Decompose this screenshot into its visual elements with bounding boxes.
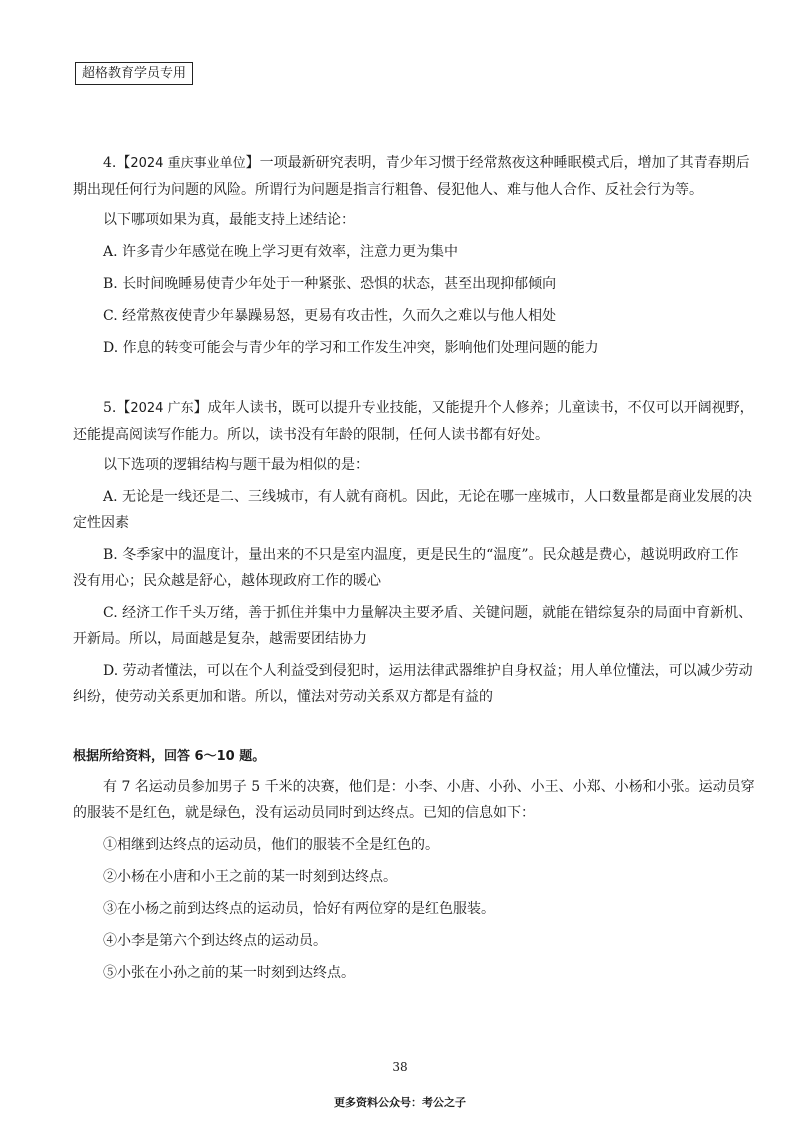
question-5-option-d-line-1: D. 劳动者懂法，可以在个人利益受到侵犯时，运用法律武器维护自身权益；用人单位懂法，可以减少劳动 [103,663,753,679]
question-5-stem-line-2: 还能提高阅读写作能力。所以，读书没有年龄的限制，任何人读书都有好处。 [73,427,549,443]
question-4-option-a: A. 许多青少年感觉在晚上学习更有效率，注意力更为集中 [103,244,459,260]
document-body [73,150,755,986]
condition-2: ②小杨在小唐和小王之前的某一时刻到达终点。 [103,869,397,885]
question-5-option-a-line-2: 定性因素 [73,515,129,531]
question-5-option-c-line-1: C. 经济工作千头万绪，善于抓住并集中力量解决主要矛盾、关键问题，就能在错综复杂的局面中育新机、 [103,605,753,621]
material-section [73,744,755,986]
question-stem-text: 】一项最新研究表明，青少年习惯于经常熬夜这种睡眠模式后，增加了其青春期后 [245,155,750,171]
page-number: 38 [392,1060,408,1074]
question-4-stem-line-1 [103,150,750,177]
question-number: 4.【 [103,155,131,171]
question-4-stem-line-2: 期出现任何行为问题的风险。所谓行为问题是指言行粗鲁、侵犯他人、难与他人合作、反社会行为等。 [73,182,703,198]
material-intro-line-2: 的服装不是红色，就是绿色，没有运动员同时到达终点。已知的信息如下： [73,805,535,821]
question-5-option-a-line-1: A. 无论是一线还是二、三线城市，有人就有商机。因此，无论在哪一座城市，人口数量都是商业发展的决 [103,489,753,505]
question-5-option-b-line-2: 没有用心；民众越是舒心，越体现政府工作的暖心 [73,573,381,589]
material-intro-line-1: 有 7 名运动员参加男子 5 千米的决赛，他们是：小李、小唐、小孙、小王、小郑、小杨和小张。运动员穿 [103,779,755,795]
condition-3: ③在小杨之前到达终点的运动员，恰好有两位穿的是红色服装。 [103,901,495,917]
question-4-option-c: C. 经常熬夜使青少年暴躁易怒，更易有攻击性，久而久之难以与他人相处 [103,308,557,324]
question-5-option-d-line-2: 纠纷，使劳动关系更加和谐。所以，懂法对劳动关系双方都是有益的 [73,689,493,705]
question-stem-text: 】成年人读书，既可以提升专业技能，又能提升个人修养；儿童读书，不仅可以开阔视野， [193,400,754,416]
question-source: 2024 广东 [130,401,194,416]
header-label: 超格教育学员专用 [75,62,193,85]
question-number: 5.【 [103,400,131,416]
condition-4: ④小李是第六个到达终点的运动员。 [103,933,327,949]
question-5-prompt: 以下选项的逻辑结构与题干最为相似的是： [103,457,369,473]
condition-5: ⑤小张在小孙之前的某一时刻到达终点。 [103,965,355,981]
question-5-stem-line-1 [103,395,754,422]
footer-text: 更多资料公众号：考公之子 [334,1096,466,1109]
material-heading: 根据所给资料，回答 6～10 题。 [73,749,266,764]
question-4-option-d: D. 作息的转变可能会与青少年的学习和工作发生冲突，影响他们处理问题的能力 [103,340,599,356]
question-4 [73,150,750,361]
condition-1: ①相继到达终点的运动员，他们的服装不全是红色的。 [103,837,439,853]
question-source: 2024 重庆事业单位 [130,156,246,171]
question-5-option-c-line-2: 开新局。所以，局面越是复杂，越需要团结协力 [73,631,367,647]
question-4-prompt: 以下哪项如果为真，最能支持上述结论： [103,212,355,228]
question-4-option-b: B. 长时间晚睡易使青少年处于一种紧张、恐惧的状态，甚至出现抑郁倾向 [103,276,557,292]
question-5-option-b-line-1: B. 冬季家中的温度计，量出来的不只是室内温度，更是民生的“温度”。民众越是费心，越说明政府工作 [103,547,739,563]
question-5 [73,395,754,710]
